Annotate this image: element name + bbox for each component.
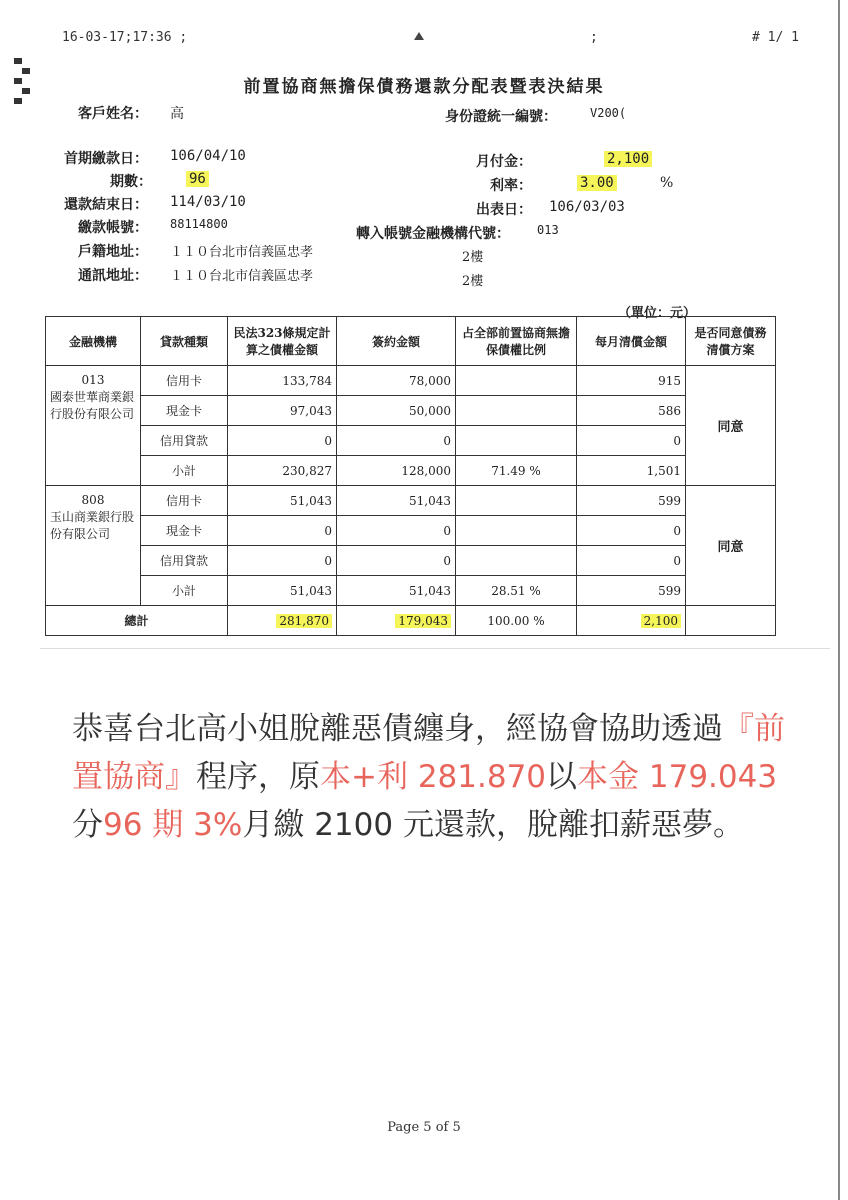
monthly-amount: 0: [577, 516, 686, 546]
loan-type: 信用貸款: [141, 546, 228, 576]
ratio: [456, 396, 577, 426]
monthly-amount: 1,501: [577, 456, 686, 486]
contract-amount: 0: [337, 426, 456, 456]
bank-cell: [46, 366, 141, 486]
fax-page-number: # 1/ 1: [752, 30, 799, 45]
total-row: [46, 606, 776, 636]
fax-timestamp: 16-03-17;17:36 ;: [62, 30, 188, 45]
bank-code-label: 轉入帳號金融機構代號：: [356, 226, 510, 242]
announcement-part: 分: [72, 807, 103, 843]
divider: [40, 648, 830, 649]
agree-status: 同意: [686, 366, 776, 486]
table-header-row: [46, 317, 776, 366]
fax-separator: ;: [590, 30, 598, 45]
col-header-claim: 民法323條規定計算之債權金額: [228, 317, 337, 366]
claim-amount: 0: [228, 516, 337, 546]
contract-amount: 0: [337, 516, 456, 546]
ratio: [456, 516, 577, 546]
end-date-label: 還款結束日：: [64, 197, 148, 213]
monthly-amount: 599: [577, 486, 686, 516]
monthly-amount: 586: [577, 396, 686, 426]
loan-type: 信用卡: [141, 486, 228, 516]
scan-edge: [838, 0, 840, 1200]
customer-name-label: 客戶姓名：: [78, 106, 148, 122]
loan-type: 信用卡: [141, 366, 228, 396]
page-footer: Page 5 of 5: [387, 1120, 461, 1135]
claim-amount: 230,827: [228, 456, 337, 486]
unit-note: （單位：元）: [618, 306, 697, 321]
claim-amount: 0: [228, 426, 337, 456]
total-claim: 281,870: [276, 614, 332, 628]
col-header-institution: 金融機構: [46, 317, 141, 366]
announcement-highlight: 本+利 281.870: [320, 759, 547, 795]
ratio: 28.51 %: [456, 576, 577, 606]
rate-unit: %: [660, 175, 674, 191]
repayment-table: [45, 316, 776, 636]
document-title: 前置協商無擔保債務還款分配表暨表決結果: [243, 77, 605, 97]
announcement-part: 以: [546, 759, 578, 795]
table-row: [46, 396, 776, 426]
total-label: 總計: [46, 606, 228, 636]
issue-date-label: 出表日：: [476, 202, 532, 218]
table-row: [46, 366, 776, 396]
claim-amount: 97,043: [228, 396, 337, 426]
contract-amount: 0: [337, 546, 456, 576]
monthly-amount: 0: [577, 546, 686, 576]
monthly-amount: 599: [577, 576, 686, 606]
periods-value: 96: [186, 171, 209, 187]
monthly-amount: 0: [577, 426, 686, 456]
periods-label: 期數：: [110, 174, 152, 190]
loan-type: 現金卡: [141, 516, 228, 546]
issue-date-value: 106/03/03: [549, 199, 625, 215]
contract-amount: 78,000: [337, 366, 456, 396]
first-payment-label: 首期繳款日：: [64, 151, 148, 167]
ratio: [456, 426, 577, 456]
total-monthly: 2,100: [641, 614, 681, 628]
announcement-highlight: 『前置協商』: [72, 711, 785, 795]
total-ratio: 100.00 %: [456, 606, 577, 636]
bank-name: 玉山商業銀行股份有限公司: [50, 510, 135, 541]
rate-label: 利率：: [490, 178, 532, 194]
id-value: V200(: [590, 106, 627, 120]
monthly-payment-value: 2,100: [604, 151, 652, 167]
col-header-agree: 是否同意債務清償方案: [686, 317, 776, 366]
contract-amount: 51,043: [337, 486, 456, 516]
triangle-marker-icon: [414, 32, 424, 40]
contract-amount: 50,000: [337, 396, 456, 426]
table-row: [46, 426, 776, 456]
table-row: [46, 576, 776, 606]
agree-status: 同意: [686, 486, 776, 606]
household-address-value: １１０台北市信義區忠孝: [170, 245, 314, 260]
ratio: [456, 366, 577, 396]
announcement-part: 程序，原: [196, 759, 320, 795]
ratio: 71.49 %: [456, 456, 577, 486]
monthly-payment-label: 月付金：: [476, 154, 532, 170]
household-address-label: 戶籍地址：: [78, 244, 148, 260]
customer-name-value: 高: [170, 106, 184, 122]
contract-amount: 128,000: [337, 456, 456, 486]
announcement-highlight: 本金 179.043: [577, 759, 778, 795]
account-value: 88114800: [170, 217, 228, 231]
announcement-text: [72, 705, 792, 849]
account-label: 繳款帳號：: [78, 220, 148, 236]
table-row: [46, 456, 776, 486]
mailing-address-value: １１０台北市信義區忠孝: [170, 269, 314, 284]
announcement-part: 月繳 2100 元還款，脫離扣薪惡夢。: [242, 807, 744, 843]
claim-amount: 133,784: [228, 366, 337, 396]
announcement-highlight: 96 期 3%: [103, 807, 243, 843]
table-row: [46, 516, 776, 546]
col-header-loan-type: 貸款種類: [141, 317, 228, 366]
total-agree-empty: [686, 606, 776, 636]
table-row: [46, 546, 776, 576]
ratio: [456, 546, 577, 576]
mailing-address-label: 通訊地址：: [78, 268, 148, 284]
bank-name: 國泰世華商業銀行股份有限公司: [50, 390, 135, 421]
rate-value: 3.00: [577, 175, 617, 191]
loan-type: 信用貸款: [141, 426, 228, 456]
floor-mailing: 2樓: [462, 274, 484, 289]
loan-type: 現金卡: [141, 396, 228, 426]
bank-code: 808: [81, 493, 105, 507]
loan-type: 小計: [141, 576, 228, 606]
floor-household: 2樓: [462, 250, 484, 265]
bank-code-value: 013: [537, 223, 559, 237]
contract-amount: 51,043: [337, 576, 456, 606]
bank-cell: [46, 486, 141, 606]
id-label: 身份證統一編號：: [445, 109, 557, 125]
end-date-value: 114/03/10: [170, 194, 246, 210]
table-row: [46, 486, 776, 516]
col-header-ratio: 占全部前置協商無擔保債權比例: [456, 317, 577, 366]
col-header-monthly: 每月清償金額: [577, 317, 686, 366]
col-header-contract: 簽約金額: [337, 317, 456, 366]
ratio: [456, 486, 577, 516]
claim-amount: 0: [228, 546, 337, 576]
loan-type: 小計: [141, 456, 228, 486]
total-contract: 179,043: [395, 614, 451, 628]
claim-amount: 51,043: [228, 486, 337, 516]
first-payment-value: 106/04/10: [170, 148, 246, 164]
claim-amount: 51,043: [228, 576, 337, 606]
monthly-amount: 915: [577, 366, 686, 396]
announcement-part: 恭喜台北高小姐脫離惡債纏身，經協會協助透過: [72, 711, 723, 747]
bank-code: 013: [81, 373, 105, 387]
